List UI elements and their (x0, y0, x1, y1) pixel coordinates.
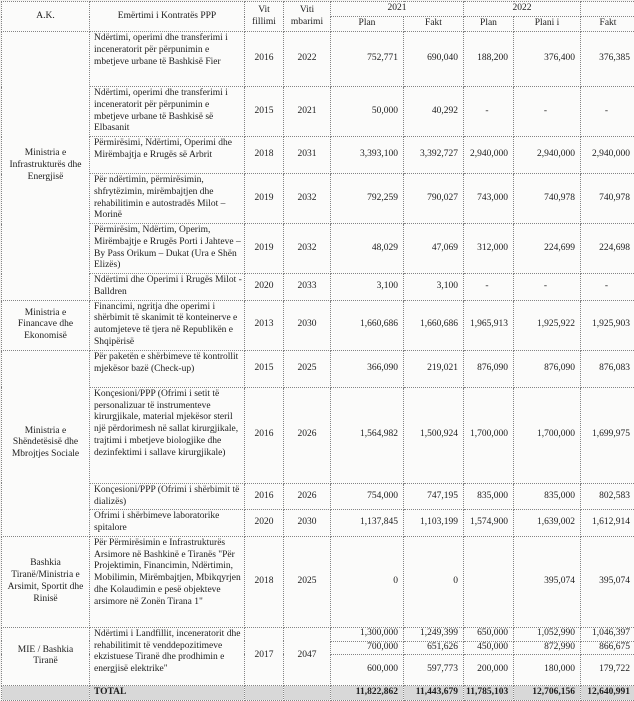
end-year-cell: 2022 (284, 32, 331, 87)
value-cell: 1,137,845 (331, 510, 404, 537)
value-cell: 40,292 (404, 87, 464, 137)
header-contract: Emërtimi i Kontratës PPP (90, 2, 245, 32)
value-cell: 50,000 (331, 87, 404, 137)
total-empty-end-cell (284, 685, 331, 700)
total-label: TOTAL (90, 685, 245, 700)
start-year-cell: 2018 (245, 536, 284, 627)
table-row (2, 536, 634, 627)
value-cell: 1,700,000 (464, 387, 514, 483)
value-cell: 700,000 (331, 641, 404, 654)
start-year-cell: 2016 (245, 32, 284, 87)
end-year-cell: 2030 (284, 510, 331, 537)
value-cell: 1,965,913 (464, 300, 514, 350)
value-cell: 3,100 (404, 274, 464, 301)
contract-cell: Përmirësim, Ndërtim, Operim, Mirëmbajtje e Rrugës Porti i Jahteve – By Pass Orikum – Dukat (Ura e Shën Elizës) (90, 224, 245, 274)
value-cell: 754,000 (331, 483, 404, 510)
table-row (2, 174, 634, 224)
value-cell: - (581, 274, 634, 301)
total-value-cell: 11,785,103 (464, 685, 514, 700)
value-cell: 3,393,100 (331, 137, 404, 174)
value-cell: 1,103,199 (404, 510, 464, 537)
value-cell: 600,000 (331, 654, 404, 685)
value-cell: 1,700,000 (514, 387, 581, 483)
start-year-cell: 2020 (245, 274, 284, 301)
value-cell: 1,500,924 (404, 387, 464, 483)
value-cell: 835,000 (464, 483, 514, 510)
value-cell: 740,978 (581, 174, 634, 224)
contract-cell: Konçesioni/PPP (Ofrimi i shërbimit të dializës) (90, 483, 245, 510)
value-cell: 219,021 (404, 350, 464, 387)
total-value-cell: 11,443,679 (404, 685, 464, 700)
ministry-cell: Ministria e Infrastrukturës dhe Energjisë (2, 32, 90, 301)
header-fakt-2021: Fakt (404, 17, 464, 32)
start-year-cell: 2018 (245, 137, 284, 174)
end-year-cell: 2026 (284, 483, 331, 510)
ministry-cell: Ministria e Financave dhe Ekonomisë (2, 300, 90, 350)
total-empty-ak-cell (2, 685, 90, 700)
total-value-cell: 11,822,862 (331, 685, 404, 700)
value-cell: 376,400 (514, 32, 581, 87)
contract-cell: Ndërtimi, operimi dhe transferimi i inceneratorit për përpunimin e mbetjeve urbane të Bashkisë Fier (90, 32, 245, 87)
value-cell: 740,978 (514, 174, 581, 224)
contract-cell: Konçesioni/PPP (Ofrimi i setit të personalizuar të instrumenteve kirurgjikale, material mjekësor steril një përdorimesh në sallat kirurgjikale, trajtimi i mbetjeve biologjike dhe dezinfektimi i sallave kirurgjikale) (90, 387, 245, 483)
total-value-cell: 12,640,991 (581, 685, 634, 700)
table-row (2, 350, 634, 387)
value-cell: 1,249,399 (404, 627, 464, 641)
value-cell: 48,029 (331, 224, 404, 274)
contract-cell: Financimi, ngritja dhe operimi i shërbimit të skanimit të konteinerve e automjeteve të tjera në Republikën e Shqipërisë (90, 300, 245, 350)
table-row (2, 87, 634, 137)
value-cell: 1,639,002 (514, 510, 581, 537)
end-year-cell: 2030 (284, 300, 331, 350)
header-plan-2022: Plan (464, 17, 514, 32)
value-cell: 752,771 (331, 32, 404, 87)
contract-cell: Ndërtimi dhe Operimi i Rrugës Milot - Balldren (90, 274, 245, 301)
end-year-cell: 2032 (284, 174, 331, 224)
value-cell: 597,773 (404, 654, 464, 685)
header-spacer (581, 2, 634, 17)
value-cell: - (514, 87, 581, 137)
start-year-cell: 2019 (245, 224, 284, 274)
value-cell: 743,000 (464, 174, 514, 224)
value-cell: - (464, 274, 514, 301)
value-cell: 1,699,975 (581, 387, 634, 483)
value-cell: 872,990 (514, 641, 581, 654)
value-cell: - (581, 87, 634, 137)
end-year-cell: 2026 (284, 387, 331, 483)
table-row (2, 274, 634, 301)
contract-cell: Për Përmirësimin e Infrastrukturës Arsimore në Bashkinë e Tiranës "Për Projektimin, Financimin, Ndërtimin, Mobilimin, Mirëmbajtjen, Mbikqyrjen dhe Kolaudimin e pesë objekteve arsimore në Zonën Tirana 1" (90, 536, 245, 627)
start-year-cell: 2015 (245, 350, 284, 387)
table-row (2, 300, 634, 350)
contract-cell: Për ndërtimin, përmirësimin, shfrytëzimin, mirëmbajtjen dhe rehabilitimin e autostradës Milot – Morinë (90, 174, 245, 224)
start-year-cell: 2015 (245, 87, 284, 137)
value-cell: 1,660,686 (331, 300, 404, 350)
end-year-cell: 2047 (284, 627, 331, 685)
table-row (2, 224, 634, 274)
value-cell: 1,300,000 (331, 627, 404, 641)
value-cell: 376,385 (581, 32, 634, 87)
ministry-cell: MIE / Bashkia Tiranë (2, 627, 90, 685)
ppp-contracts-table (1, 1, 634, 701)
table-row (2, 483, 634, 510)
end-year-cell: 2021 (284, 87, 331, 137)
value-cell: 835,000 (514, 483, 581, 510)
value-cell: 224,698 (581, 224, 634, 274)
value-cell: 1,046,397 (581, 627, 634, 641)
contract-cell: Ofrimi i shërbimeve laboratorike spitalore (90, 510, 245, 537)
value-cell: 312,000 (464, 224, 514, 274)
header-plan-2021: Plan (331, 17, 404, 32)
header-year-2021: 2021 (331, 2, 464, 17)
table-row (2, 137, 634, 174)
value-cell: 0 (331, 536, 404, 627)
value-cell: 1,564,982 (331, 387, 404, 483)
value-cell: 651,626 (404, 641, 464, 654)
value-cell: 1,925,903 (581, 300, 634, 350)
header-start-year: Vit fillimi (245, 2, 284, 32)
value-cell: 366,090 (331, 350, 404, 387)
value-cell: 690,040 (404, 32, 464, 87)
value-cell: 450,000 (464, 641, 514, 654)
value-cell: 2,940,000 (514, 137, 581, 174)
start-year-cell: 2017 (245, 627, 284, 685)
ministry-cell: Bashkia Tiranë/Ministria e Arsimit, Sportit dhe Rinisë (2, 536, 90, 627)
value-cell: 1,660,686 (404, 300, 464, 350)
value-cell: 1,574,900 (464, 510, 514, 537)
value-cell: 179,722 (581, 654, 634, 685)
value-cell: 224,699 (514, 224, 581, 274)
value-cell: 876,090 (464, 350, 514, 387)
value-cell: - (464, 87, 514, 137)
value-cell: 792,259 (331, 174, 404, 224)
end-year-cell: 2025 (284, 536, 331, 627)
contract-cell: Përmirësimi, Ndërtimi, Operimi dhe Mirëmbajtja e Rrugës së Arbrit (90, 137, 245, 174)
value-cell: 876,083 (581, 350, 634, 387)
table-row (2, 510, 634, 537)
start-year-cell: 2016 (245, 483, 284, 510)
value-cell: 2,940,000 (464, 137, 514, 174)
total-value-cell: 12,706,156 (514, 685, 581, 700)
start-year-cell: 2019 (245, 174, 284, 224)
value-cell: 395,074 (514, 536, 581, 627)
value-cell: 3,392,727 (404, 137, 464, 174)
table-row (2, 627, 634, 641)
value-cell: 866,675 (581, 641, 634, 654)
table-row (2, 387, 634, 483)
value-cell: 1,612,914 (581, 510, 634, 537)
value-cell: 802,583 (581, 483, 634, 510)
start-year-cell: 2020 (245, 510, 284, 537)
value-cell: 1,925,922 (514, 300, 581, 350)
value-cell: 876,090 (514, 350, 581, 387)
value-cell: 395,074 (581, 536, 634, 627)
header-year-2022: 2022 (464, 2, 581, 17)
value-cell: 790,027 (404, 174, 464, 224)
start-year-cell: 2013 (245, 300, 284, 350)
contract-cell: Ndërtimi, operimi dhe transferimi i inceneratorit për përpunimin e mbetjeve urbane të Bashkisë së Elbasanit (90, 87, 245, 137)
end-year-cell: 2033 (284, 274, 331, 301)
header-fakt-2022: Fakt (581, 17, 634, 32)
value-cell: - (514, 274, 581, 301)
table-row (2, 32, 634, 87)
header-end-year: Viti mbarimi (284, 2, 331, 32)
ministry-cell: Ministria e Shëndetësisë dhe Mbrojtjes Sociale (2, 350, 90, 536)
value-cell: 747,195 (404, 483, 464, 510)
end-year-cell: 2025 (284, 350, 331, 387)
contract-cell: Për paketën e shërbimeve të kontrollit mjekësor bazë (Check-up) (90, 350, 245, 387)
header-ak: A.K. (2, 2, 90, 32)
value-cell: 2,940,000 (581, 137, 634, 174)
end-year-cell: 2031 (284, 137, 331, 174)
value-cell: 650,000 (464, 627, 514, 641)
total-empty-start-cell (245, 685, 284, 700)
end-year-cell: 2032 (284, 224, 331, 274)
value-cell: 0 (404, 536, 464, 627)
header-row-1 (2, 2, 634, 17)
value-cell: 3,100 (331, 274, 404, 301)
contract-cell: Ndërtimi i Landfillit, inceneratorit dhe rehabilitimit të venddepozitimeve ekzistuese Tiranë dhe prodhimin e energjisë elektrike" (90, 627, 245, 685)
start-year-cell: 2016 (245, 387, 284, 483)
value-cell: 188,200 (464, 32, 514, 87)
value-cell: 47,069 (404, 224, 464, 274)
value-cell (464, 536, 514, 627)
value-cell: 200,000 (464, 654, 514, 685)
value-cell: 1,052,990 (514, 627, 581, 641)
value-cell: 180,000 (514, 654, 581, 685)
total-row (2, 685, 634, 700)
header-plani-i-2022: Plani i (514, 17, 581, 32)
